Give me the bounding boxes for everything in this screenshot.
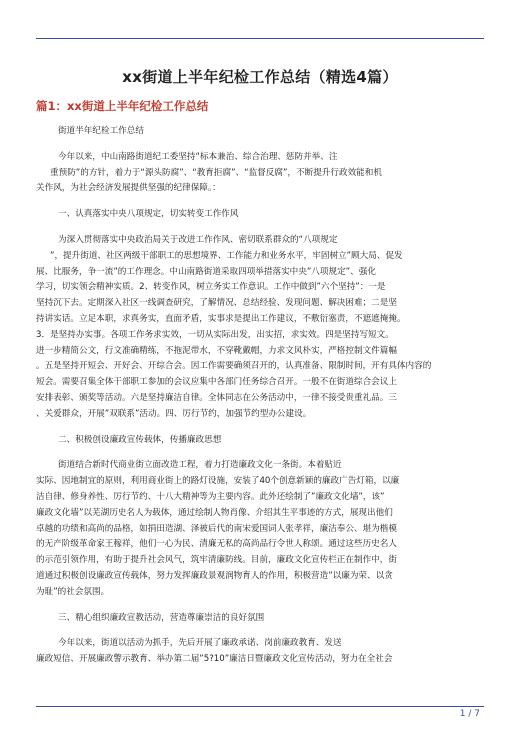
body-line: 持讲实话。立足本职，求真务实，直面矛盾，实事求是提出工作建议，不敷衍塞责，不遮遮掩掩。 [36,313,406,324]
body-line: 洁自律、修身养性、厉行节约、十八大精神等为主要内容。此外还绘制了”廉政文化墙”，该” [36,491,385,502]
body-heading: 二、积极创设廉政宣传载体，传播廉政思想 [58,434,222,445]
body-line: ”，提升街道、社区两级干部职工的思想境界、工作能力和业务水平，牢固树立”顾大局、促发 [50,250,403,261]
document-title: xx街道上半年纪检工作总结（精选4篇） [122,68,398,86]
section-heading: 篇1：xx街道上半年纪检工作总结 [36,99,209,113]
body-line: 重预防”的方针，着力于“源头防腐”、“教育拒腐”、“监督反腐”，不断提升行政效能和机 [50,167,382,178]
body-line: 为耻”的社会氛围。 [36,586,110,597]
body-line: 实际、因地制宜的原则，利用商业街上的路灯设施，安装了40个创意新颖的廉政广告灯箱，以廉 [36,476,400,487]
document-body [36,124,484,668]
body-line: 。五是坚持开短会、开好会、开综合会。因工作需要确须召开的，认真准备、限制时间，开有具体内容的 [36,361,432,372]
body-line: 短会。需要召集全体干部职工参加的会议应集中各部门任务综合召开。一般不在街道综合会议上 [36,377,397,388]
body-line: 学习，切实领会精神实质。2、转变作风，树立务实工作意识。工作中做到”六个坚持”：一是 [36,282,386,293]
body-line: 的示范引领作用，有助于提升社会风气，筑牢清廉防线。目前，廉政文化宣传栏正在制作中，街 [36,555,397,566]
body-subtitle: 街道半年纪检工作总结 [58,126,144,136]
body-line: 廉政文化墙”以芜湖历史名人为载体，通过绘制人物肖像、介绍其生平事迹的方式，展现出他们 [36,507,393,518]
body-line: 廉政短信、开展廉政警示教育、举办第二届”5?10”廉洁日暨廉政文化宣传活动，努力在全社会 [36,654,393,665]
body-line: 、关爱群众，开展”双联系”活动。四、厉行节约，加强节约型办公建设。 [36,408,312,419]
body-line: 3．是坚持办实事。各项工作务求实效，一切从实际出发，出实招，求实效。四是坚持写短文。 [36,329,394,340]
body-line: 的无产阶级革命家王稼祥，他们一心为民、清廉无私的高尚品行令世人称颂。通过这些历史名人 [36,539,397,550]
header-rule [36,38,484,39]
body-line: 卓越的功绩和高尚的品格，如捐田造湖、泽被后代的南宋爱国词人张孝祥，廉洁奉公、堪为楷模 [36,523,397,534]
body-line: 进一步精简公文，行文准确精练，不拖泥带水，不穿靴戴帽，力求文风朴实，严格控制文件篇幅 [36,345,397,356]
body-heading: 三、精心组织廉政宣教活动，营造尊廉崇洁的良好氛围 [58,612,265,623]
body-line: 关作风，为社会经济发展提供坚强的纪律保障。： [36,183,221,194]
body-line: 街道结合新时代商业街立面改造工程，着力打造廉政文化一条街。本着贴近 [58,460,342,471]
body-line: 坚持沉下去。定期深入社区一线调查研究，了解情况、总结经验、发现问题、解决困难；二是坚 [36,298,397,309]
footer-rule [36,706,484,707]
body-line: 今年以来，中山南路街道纪工委坚持“标本兼治、综合治理、惩防并举、注 [58,151,338,162]
body-heading: 一、认真落实中央八项规定，切实转变工作作风 [58,209,239,220]
body-line: 为深入贯彻落实中央政治局关于改进工作作风、密切联系群众的“八项规定 [58,234,338,245]
body-line: 安排表彰、颁奖等活动。六是坚持廉洁自律。全体同志在公务活动中，一律不接受贵重礼品。三 [36,392,397,403]
body-line: 展、比服务，争一流”的工作理念。中山南路街道采取四项举措落实中央”八项规定”、强化 [36,266,376,277]
body-line: 今年以来，街道以活动为抓手，先后开展了廉政承诺、岗前廉政教育、发送 [58,638,342,649]
body-line: 道通过积极创设廉政宣传载体，努力发挥廉政景观润物育人的作用，积极营造”以廉为荣、以贪 [36,570,393,581]
page-indicator: 1 / 7 [459,709,480,719]
